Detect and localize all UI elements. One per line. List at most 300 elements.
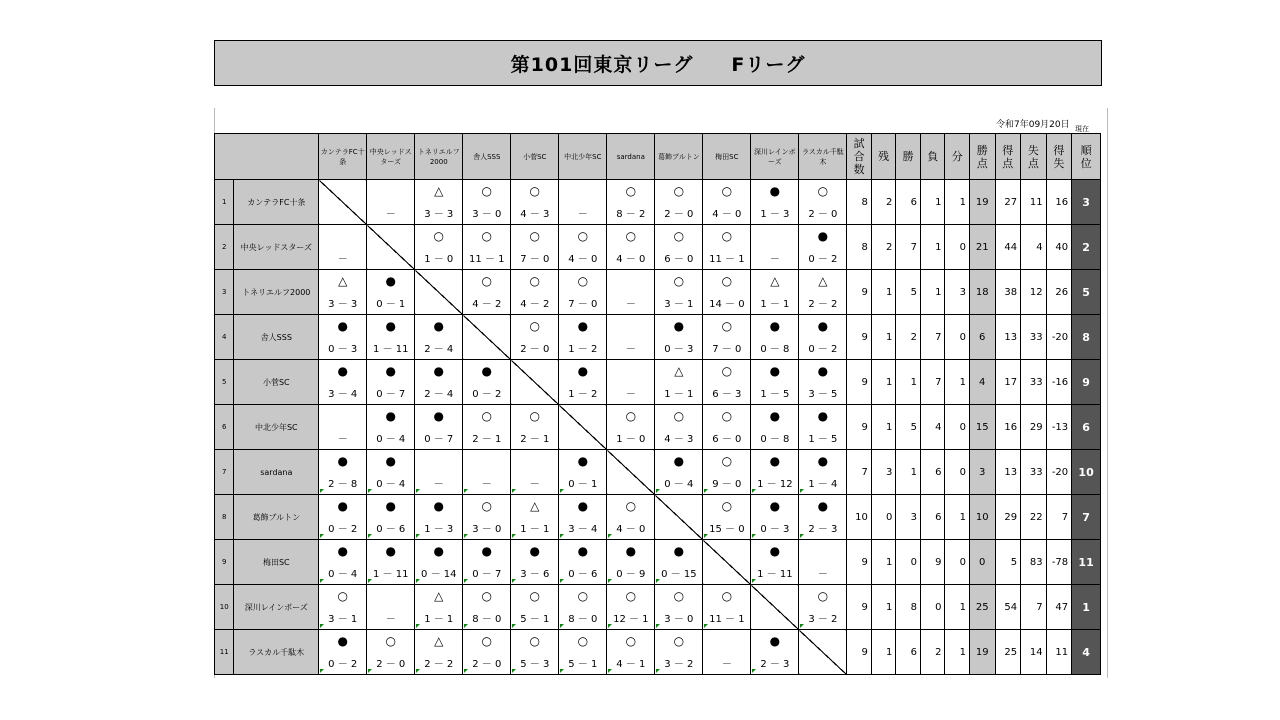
match-score: 1 － 11 [373, 569, 409, 580]
stat-value: 18 [969, 270, 995, 315]
comment-marker-icon [512, 669, 516, 673]
result-cell[interactable] [751, 495, 799, 540]
stat-value: 40 [1046, 225, 1072, 270]
result-symbol: ● [337, 364, 348, 378]
match-score: 0 － 6 [376, 524, 406, 535]
match-score: 7 － 0 [712, 344, 742, 355]
date-label: 令和7年09月20日 [996, 120, 1070, 130]
team-name: 深川レインボーズ [234, 585, 319, 630]
result-symbol: ○ [673, 589, 685, 603]
result-symbol: ○ [673, 274, 685, 288]
match-score: 4 － 2 [472, 299, 502, 310]
result-cell[interactable] [799, 450, 847, 495]
result-cell[interactable] [655, 180, 703, 225]
team-name: 中央レッドスターズ [234, 225, 319, 270]
result-cell[interactable] [655, 630, 703, 675]
result-cell[interactable] [511, 585, 559, 630]
result-cell[interactable] [655, 270, 703, 315]
match-score: 2 － 0 [376, 659, 406, 670]
match-score: － [577, 209, 588, 220]
result-cell[interactable] [799, 360, 847, 405]
comment-marker-icon [368, 669, 372, 673]
match-score: 0 － 4 [376, 479, 406, 490]
result-cell[interactable] [463, 360, 511, 405]
match-score: 1 － 1 [520, 524, 550, 535]
table-row [215, 630, 1101, 675]
result-cell[interactable] [703, 495, 751, 540]
result-cell[interactable] [367, 585, 415, 630]
result-cell[interactable] [367, 270, 415, 315]
stat-value: 26 [1046, 270, 1072, 315]
result-cell[interactable] [463, 225, 511, 270]
match-score: － [433, 479, 444, 490]
table-row [215, 315, 1101, 360]
comment-marker-icon [656, 579, 660, 583]
match-score: 0 － 7 [472, 569, 502, 580]
result-cell[interactable] [751, 270, 799, 315]
result-cell[interactable] [559, 180, 607, 225]
result-cell[interactable] [559, 585, 607, 630]
result-cell[interactable] [511, 450, 559, 495]
result-symbol: ○ [673, 409, 685, 423]
match-score: 4 － 3 [520, 209, 550, 220]
result-cell[interactable] [367, 315, 415, 360]
result-cell[interactable] [607, 315, 655, 360]
result-symbol: ● [673, 319, 685, 333]
rank-value: 1 [1072, 585, 1101, 630]
comment-marker-icon [656, 624, 660, 628]
result-cell[interactable] [607, 630, 655, 675]
stat-value: 13 [995, 315, 1021, 360]
result-cell[interactable] [751, 315, 799, 360]
result-cell[interactable] [511, 225, 559, 270]
column-header-stat: 勝 [896, 134, 921, 180]
result-symbol: △ [530, 499, 540, 513]
match-score: 0 － 3 [664, 344, 694, 355]
result-symbol: ● [577, 319, 589, 333]
result-cell[interactable] [367, 540, 415, 585]
result-cell[interactable] [415, 495, 463, 540]
diagonal-cell [655, 495, 703, 540]
stat-value: 33 [1021, 450, 1047, 495]
team-name: sardana [234, 450, 319, 495]
result-cell[interactable] [367, 630, 415, 675]
match-score: － [625, 389, 636, 400]
comment-marker-icon [752, 534, 756, 538]
stat-value: 7 [847, 450, 872, 495]
comment-marker-icon [608, 669, 612, 673]
match-score: 7 － 0 [520, 254, 550, 265]
diagonal-cell [367, 225, 415, 270]
stat-value: 4 [969, 360, 995, 405]
result-cell[interactable] [559, 630, 607, 675]
stat-value: 12 [1021, 270, 1047, 315]
result-cell[interactable] [751, 225, 799, 270]
result-symbol: ○ [673, 634, 685, 648]
stat-value: 9 [847, 360, 872, 405]
comment-marker-icon [512, 579, 516, 583]
result-cell[interactable] [463, 180, 511, 225]
result-symbol: ● [385, 409, 396, 423]
match-score: 11 － 1 [469, 254, 505, 265]
result-symbol: ● [385, 319, 396, 333]
result-symbol: ● [769, 634, 781, 648]
match-score: 4 － 2 [520, 299, 550, 310]
result-cell[interactable] [607, 495, 655, 540]
stat-value: 7 [896, 225, 921, 270]
result-cell[interactable] [655, 450, 703, 495]
match-score: 3 － 2 [664, 659, 694, 670]
match-score: 8 － 0 [568, 614, 598, 625]
result-symbol: ● [433, 319, 444, 333]
result-cell[interactable] [319, 405, 367, 450]
result-cell[interactable] [463, 405, 511, 450]
match-score: 0 － 15 [661, 569, 697, 580]
result-symbol: ● [385, 499, 396, 513]
match-score: － [625, 299, 636, 310]
match-score: 0 － 8 [760, 434, 790, 445]
stat-value: 9 [847, 585, 872, 630]
result-symbol: ○ [817, 184, 829, 198]
result-cell[interactable] [319, 360, 367, 405]
result-cell[interactable] [655, 405, 703, 450]
comment-marker-icon [464, 624, 468, 628]
stat-value: 1 [920, 225, 945, 270]
match-score: 0 － 2 [808, 254, 838, 265]
result-symbol: ● [817, 319, 829, 333]
result-cell[interactable] [367, 450, 415, 495]
result-cell[interactable] [703, 405, 751, 450]
result-cell[interactable] [511, 315, 559, 360]
result-symbol: ● [817, 409, 829, 423]
result-cell[interactable] [319, 270, 367, 315]
column-header-team: カンテラFC十条 [319, 134, 367, 180]
match-score: 3 － 6 [520, 569, 550, 580]
result-symbol: ● [385, 364, 396, 378]
stat-value: 1 [920, 270, 945, 315]
table-row [215, 405, 1101, 450]
match-score: 0 － 9 [616, 569, 646, 580]
row-number: 8 [215, 495, 234, 540]
comment-marker-icon [560, 489, 564, 493]
result-cell[interactable] [463, 540, 511, 585]
table-row [215, 225, 1101, 270]
result-symbol: △ [770, 274, 780, 288]
result-cell[interactable] [703, 450, 751, 495]
result-symbol: ○ [577, 229, 589, 243]
stat-value: 6 [969, 315, 995, 360]
comment-marker-icon [560, 579, 564, 583]
result-cell[interactable] [319, 225, 367, 270]
stat-value: 16 [995, 405, 1021, 450]
stat-value: 1 [945, 630, 970, 675]
result-cell[interactable] [607, 585, 655, 630]
result-cell[interactable] [415, 630, 463, 675]
match-score: 4 － 0 [616, 254, 646, 265]
result-cell[interactable] [559, 360, 607, 405]
team-name: 葛飾ブルトン [234, 495, 319, 540]
result-cell[interactable] [799, 315, 847, 360]
result-cell[interactable] [367, 180, 415, 225]
result-cell[interactable] [703, 315, 751, 360]
stat-value: 1 [871, 405, 896, 450]
comment-marker-icon [416, 669, 420, 673]
stat-value: -13 [1046, 405, 1072, 450]
result-cell[interactable] [559, 315, 607, 360]
result-cell[interactable] [319, 540, 367, 585]
stat-value: 1 [871, 630, 896, 675]
stat-value: 25 [995, 630, 1021, 675]
column-header-stat: 勝 点 [969, 134, 995, 180]
rank-value: 10 [1072, 450, 1101, 495]
match-score: 6 － 0 [664, 254, 694, 265]
result-symbol: ● [817, 364, 829, 378]
result-symbol: ● [769, 499, 781, 513]
result-cell[interactable] [463, 450, 511, 495]
row-number: 1 [215, 180, 234, 225]
comment-marker-icon [320, 489, 324, 493]
table-row [215, 450, 1101, 495]
match-score: 4 － 3 [664, 434, 694, 445]
result-cell[interactable] [655, 225, 703, 270]
match-score: 2 － 0 [664, 209, 694, 220]
result-cell[interactable] [655, 585, 703, 630]
stat-value: 22 [1021, 495, 1047, 540]
comment-marker-icon [752, 489, 756, 493]
result-cell[interactable] [799, 270, 847, 315]
team-name: トネリエルフ2000 [234, 270, 319, 315]
result-cell[interactable] [415, 180, 463, 225]
result-symbol: ● [769, 409, 781, 423]
match-score: 15 － 0 [709, 524, 745, 535]
stat-value: 1 [920, 180, 945, 225]
comment-marker-icon [368, 489, 372, 493]
comment-marker-icon [752, 669, 756, 673]
stat-value: 0 [945, 540, 970, 585]
result-symbol: ○ [625, 229, 637, 243]
result-cell[interactable] [511, 180, 559, 225]
stat-value: 0 [945, 225, 970, 270]
result-cell[interactable] [511, 630, 559, 675]
result-cell[interactable] [607, 405, 655, 450]
result-cell[interactable] [511, 405, 559, 450]
result-cell[interactable] [415, 585, 463, 630]
match-score: 1 － 2 [568, 389, 598, 400]
rank-value: 4 [1072, 630, 1101, 675]
result-cell[interactable] [655, 315, 703, 360]
result-symbol: ● [577, 454, 589, 468]
result-cell[interactable] [607, 270, 655, 315]
match-score: 2 － 1 [472, 434, 502, 445]
result-cell[interactable] [415, 405, 463, 450]
result-cell[interactable] [799, 540, 847, 585]
corner-cell [215, 134, 319, 180]
result-cell[interactable] [463, 270, 511, 315]
match-score: 1 － 0 [616, 434, 646, 445]
stat-value: 38 [995, 270, 1021, 315]
result-cell[interactable] [703, 270, 751, 315]
comment-marker-icon [416, 624, 420, 628]
stat-value: 13 [995, 450, 1021, 495]
result-symbol: ● [337, 499, 348, 513]
result-cell[interactable] [703, 360, 751, 405]
result-symbol: ○ [529, 634, 541, 648]
result-cell[interactable] [415, 315, 463, 360]
comment-marker-icon [464, 489, 468, 493]
diagonal-cell [703, 540, 751, 585]
match-score: 2 － 1 [520, 434, 550, 445]
result-cell[interactable] [751, 630, 799, 675]
result-cell[interactable] [511, 540, 559, 585]
result-cell[interactable] [415, 360, 463, 405]
comment-marker-icon [608, 579, 612, 583]
stat-value: 6 [920, 450, 945, 495]
stat-value: 11 [1021, 180, 1047, 225]
result-symbol: ○ [481, 409, 493, 423]
column-header-team: 梅田SC [703, 134, 751, 180]
stat-value: 5 [896, 270, 921, 315]
result-cell[interactable] [799, 180, 847, 225]
result-symbol: ○ [673, 184, 685, 198]
comment-marker-icon [560, 669, 564, 673]
league-table [214, 133, 1101, 675]
result-symbol: ● [817, 454, 829, 468]
result-cell[interactable] [799, 585, 847, 630]
result-symbol: △ [674, 364, 684, 378]
column-header-team: 中北少年SC [559, 134, 607, 180]
result-cell[interactable] [559, 225, 607, 270]
match-score: 11 － 1 [709, 614, 745, 625]
match-score: 1 － 5 [808, 434, 838, 445]
result-symbol: ● [577, 544, 589, 558]
result-symbol: ○ [625, 499, 637, 513]
result-cell[interactable] [463, 630, 511, 675]
comment-marker-icon [416, 534, 420, 538]
stat-value: 10 [847, 495, 872, 540]
result-cell[interactable] [607, 360, 655, 405]
result-cell[interactable] [367, 495, 415, 540]
comment-marker-icon [464, 579, 468, 583]
result-cell[interactable] [559, 450, 607, 495]
result-cell[interactable] [511, 495, 559, 540]
stat-value: 9 [847, 315, 872, 360]
match-score: 12 － 1 [613, 614, 649, 625]
result-cell[interactable] [703, 180, 751, 225]
match-score: 1 － 3 [424, 524, 454, 535]
result-cell[interactable] [559, 270, 607, 315]
stat-value: 27 [995, 180, 1021, 225]
match-score: 3 － 1 [664, 299, 694, 310]
stat-value: 2 [896, 315, 921, 360]
result-cell[interactable] [559, 540, 607, 585]
column-header-team: 小菅SC [511, 134, 559, 180]
result-symbol: △ [434, 634, 444, 648]
row-number: 7 [215, 450, 234, 495]
comment-marker-icon [464, 534, 468, 538]
match-score: 3 － 0 [472, 209, 502, 220]
stat-value: 1 [871, 540, 896, 585]
comment-marker-icon [656, 669, 660, 673]
result-cell[interactable] [703, 630, 751, 675]
result-symbol: ○ [721, 184, 733, 198]
stat-value: 17 [995, 360, 1021, 405]
rank-value: 11 [1072, 540, 1101, 585]
diagonal-cell [463, 315, 511, 360]
result-cell[interactable] [751, 180, 799, 225]
result-cell[interactable] [607, 180, 655, 225]
result-cell[interactable] [415, 540, 463, 585]
stat-value: 0 [871, 495, 896, 540]
result-cell[interactable] [319, 630, 367, 675]
column-header-stat: 得 点 [995, 134, 1021, 180]
result-cell[interactable] [751, 540, 799, 585]
result-symbol: ● [481, 364, 493, 378]
comment-marker-icon [416, 579, 420, 583]
result-cell[interactable] [799, 225, 847, 270]
result-symbol: ○ [481, 499, 493, 513]
result-cell[interactable] [463, 585, 511, 630]
result-cell[interactable] [607, 225, 655, 270]
match-score: 0 － 1 [568, 479, 598, 490]
result-cell[interactable] [703, 225, 751, 270]
result-cell[interactable] [319, 315, 367, 360]
result-cell[interactable] [463, 495, 511, 540]
result-cell[interactable] [751, 450, 799, 495]
result-cell[interactable] [319, 495, 367, 540]
result-cell[interactable] [319, 585, 367, 630]
stat-value: 3 [896, 495, 921, 540]
result-cell[interactable] [415, 225, 463, 270]
match-score: 0 － 7 [376, 389, 406, 400]
result-cell[interactable] [703, 585, 751, 630]
result-cell[interactable] [319, 450, 367, 495]
result-cell[interactable] [751, 405, 799, 450]
result-cell[interactable] [655, 540, 703, 585]
match-score: 2 － 4 [424, 344, 454, 355]
result-cell[interactable] [799, 495, 847, 540]
result-cell[interactable] [607, 540, 655, 585]
result-cell[interactable] [367, 360, 415, 405]
comment-marker-icon [752, 579, 756, 583]
match-score: 5 － 1 [520, 614, 550, 625]
stat-value: 19 [969, 630, 995, 675]
result-cell[interactable] [511, 270, 559, 315]
match-score: 5 － 3 [520, 659, 550, 670]
stat-value: 33 [1021, 360, 1047, 405]
table-row [215, 585, 1101, 630]
match-score: 1 － 2 [568, 344, 598, 355]
column-header-stat: 分 [945, 134, 970, 180]
result-symbol: ● [337, 319, 348, 333]
stat-value: 9 [847, 270, 872, 315]
result-cell[interactable] [559, 495, 607, 540]
diagonal-cell [799, 630, 847, 675]
result-symbol: ○ [721, 454, 733, 468]
result-cell[interactable] [415, 450, 463, 495]
result-cell[interactable] [799, 405, 847, 450]
team-name: ラスカル千駄木 [234, 630, 319, 675]
match-score: 2 － 4 [424, 389, 454, 400]
match-score: 3 － 0 [472, 524, 502, 535]
result-cell[interactable] [367, 405, 415, 450]
result-symbol: ○ [577, 589, 589, 603]
stat-value: 15 [969, 405, 995, 450]
result-cell[interactable] [751, 360, 799, 405]
match-score: 3 － 2 [808, 614, 838, 625]
stat-value: 0 [896, 540, 921, 585]
result-cell[interactable] [655, 360, 703, 405]
comment-marker-icon [320, 624, 324, 628]
